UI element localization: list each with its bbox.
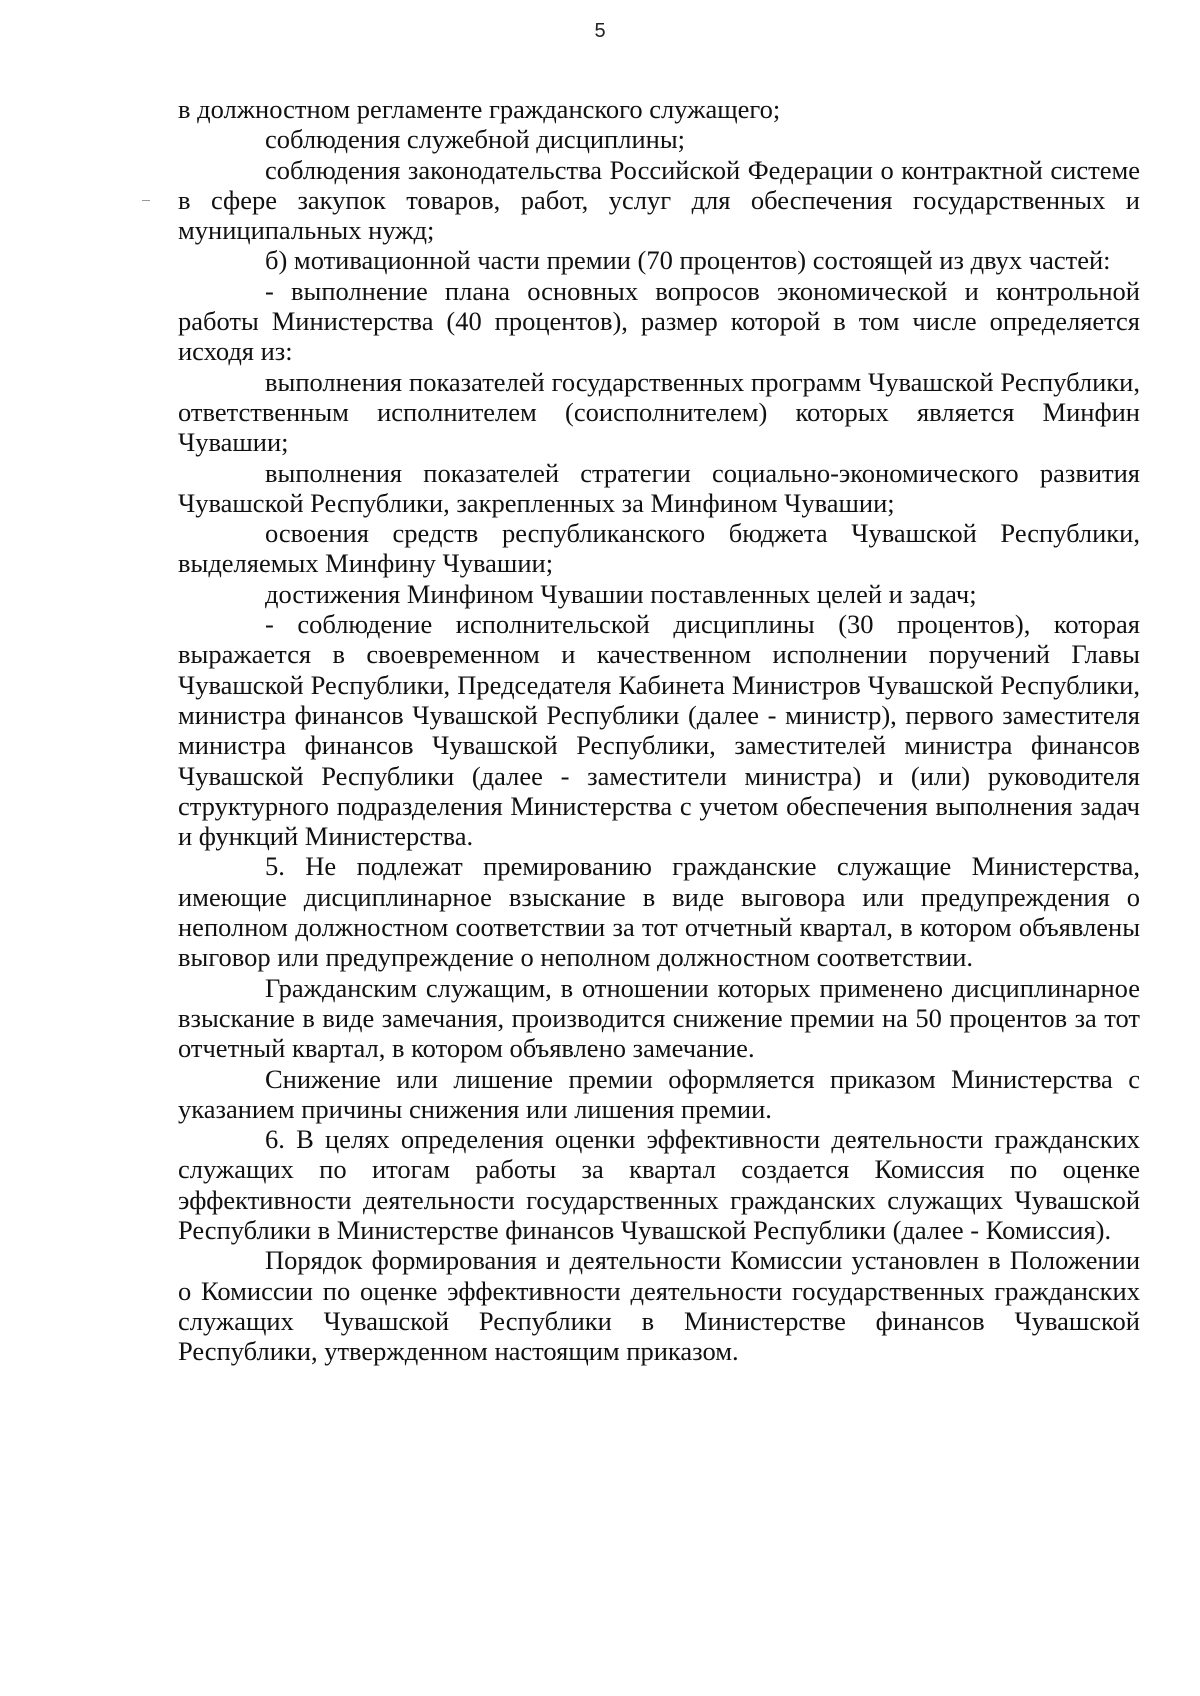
paragraph-9: достижения Минфином Чувашии поставленных целей и задач; — [265, 578, 977, 609]
paragraph-7: выполнения показателей стратегии социально-экономического развития Чувашской Республики, закрепленных за Минфином Чувашии; — [178, 457, 1140, 518]
paragraph-5: - выполнение плана основных вопросов экономической и контрольной работы Министерства (40 процентов), размер которой в том числе определяется исходя из: — [178, 275, 1140, 367]
paragraph-11: 5. Не подлежат премированию гражданские служащие Министерства, имеющие дисциплинарное взыскание в виде выговора или предупреждения о неполном должностном соответствии за тот отчетный квартал, в котором объявлены выговор или предупреждение о неполном должностном соответствии. — [178, 851, 1140, 973]
paragraph-14: 6. В целях определения оценки эффективности деятельности гражданских служащих по итогам работы за квартал создается Комиссия по оценке эффективности деятельности государственных гражданских служащих Чувашской Республики в Министерстве финансов Чувашской Республики (далее - Комиссия). — [178, 1124, 1140, 1245]
paragraph-3: соблюдения законодательства Российской Федерации о контрактной системе в сфере закупок товаров, работ, услуг для обеспечения государственных и муниципальных нужд; — [178, 154, 1140, 246]
paragraph-6: выполнения показателей государственных программ Чувашской Республики, ответственным исполнителем (соисполнителем) которых является Минфин Чувашии; — [178, 366, 1140, 458]
paragraph-10: - соблюдение исполнительской дисциплины (30 процентов), которая выражается в своевременном и качественном исполнении поручений Главы Чувашской Республики, Председателя Кабинета Министров Чувашской Республики, министра финансов Чувашской Республики (далее - министр), первого заместителя министра финансов Чувашской Республики, заместителей министра финансов Чувашской Республики (далее - заместители министра) и (или) руководителя структурного подразделения Министерства с учетом обеспечения выполнения задач и функций Министерства. — [178, 609, 1140, 852]
paragraph-12: Гражданским служащим, в отношении которых применено дисциплинарное взыскание в виде замечания, производится снижение премии на 50 процентов за тот отчетный квартал, в котором объявлено замечание. — [178, 972, 1140, 1064]
paragraph-15: Порядок формирования и деятельности Комиссии установлен в Положении о Комиссии по оценке эффективности деятельности государственных гражданских служащих Чувашской Республики в Министерстве финансов Чувашской Республики, утвержденном настоящим приказом. — [178, 1245, 1140, 1367]
document-body — [178, 94, 1140, 1366]
paragraph-1: в должностном регламенте гражданского служащего; — [178, 94, 781, 124]
page-number: 5 — [594, 20, 606, 42]
paragraph-13: Снижение или лишение премии оформляется приказом Министерства с указанием причины снижения или лишения премии. — [178, 1063, 1140, 1124]
margin-mark — [142, 200, 150, 201]
paragraph-8: освоения средств республиканского бюджета Чувашской Республики, выделяемых Минфину Чувашии; — [178, 518, 1140, 579]
paragraph-4: б) мотивационной части премии (70 процентов) состоящей из двух частей: — [265, 245, 1111, 276]
paragraph-2: соблюдения служебной дисциплины; — [265, 124, 685, 155]
